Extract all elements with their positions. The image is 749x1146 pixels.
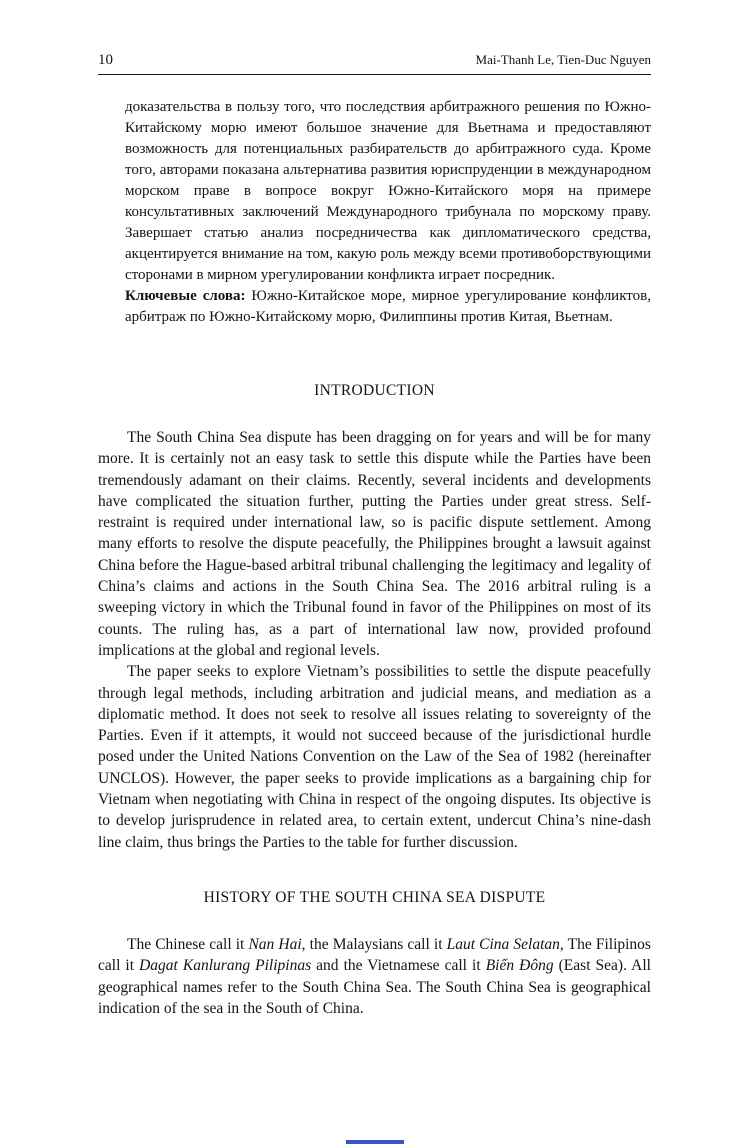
keywords-paragraph — [125, 286, 651, 328]
abstract-russian — [125, 97, 651, 328]
text-segment: and the Vietnamese call it — [311, 957, 486, 975]
running-head-authors: Mai-Thanh Le, Tien-Duc Nguyen — [475, 52, 651, 67]
scan-artifact-mark — [346, 1140, 404, 1144]
page-number: 10 — [98, 52, 113, 68]
introduction-paragraph-2: The paper seeks to explore Vietnam’s possibilities to settle the dispute peacefully through legal methods, including arbitration and judicial means, and mediation as a diplomatic method. It does not seek to resolve all issues relating to sovereignty of the Parties. Even if it attempts, it would not succeed because of the jurisdictional hurdle posed under the United Nations Convention on the Law of the Sea of 1982 (hereinafter UNCLOS). However, the paper seeks to provide implications as a bargaining chip for Vietnam when negotiating with China in respect of the ongoing disputes. Its objective is to develop jurisprudence in related area, to certain extent, undercut China’s nine-dash line claim, thus brings the Parties to the table for further discussion. — [98, 663, 651, 851]
introduction-heading: INTRODUCTION — [314, 382, 435, 399]
keywords-label: Ключевые слова: — [125, 288, 246, 304]
foreign-term: Laut Cina Selatan — [446, 935, 560, 953]
text-segment: (East Sea). All geographical names refer to the South China Sea. The South China Sea is geographical indication of the sea in the South of China. — [98, 957, 651, 1017]
introduction-paragraph-1: The South China Sea dispute has been dragging on for years and will be for many more. It is certainly not an easy task to settle this dispute while the Parties have been tremendously adamant on their claims. Recently, several incidents and developments have complicated the situation further, putting the Parties under great stress. Self-restraint is required under international law, so is pacific dispute settlement. Among many efforts to resolve the dispute peacefully, the Philippines brought a lawsuit against China before the Hague-based arbitral tribunal challenging the legitimacy and legality of China’s claims and actions in the South China Sea. The 2016 arbitral ruling is a sweeping victory in which the Tribunal found in favor of the Philippines on most of its counts. The ruling has, as a part of international law now, provided profound implications at the global and regional levels. — [98, 429, 651, 659]
foreign-term: Dagat Kanlurang Pilipinas — [139, 957, 312, 975]
foreign-term: Nan Hai — [248, 935, 302, 953]
history-paragraph — [98, 934, 651, 1019]
header-rule — [98, 74, 651, 75]
text-segment: The Chinese call it — [127, 935, 249, 953]
keywords-text: Южно-Китайское море, мирное урегулирование конфликтов, арбитраж по Южно-Китайскому морю, Филиппины против Китая, Вьетнам. — [125, 288, 651, 325]
history-heading: HISTORY OF THE SOUTH CHINA SEA DISPUTE — [203, 888, 546, 906]
foreign-term: Biển Đông — [485, 957, 554, 975]
text-segment: , the Malaysians call it — [301, 935, 447, 953]
text-segment: , The Filipinos call it — [98, 935, 651, 975]
page-header — [98, 52, 651, 69]
abstract-paragraph: доказательства в пользу того, что последствия арбитражного решения по Южно-Китайскому морю имеют большое значение для Вьетнама и предоставляют возможность для потенциальных разбирательств до арбитражного суда. Кроме того, авторами показана альтернатива развития юриспруденции в международном морском праве в вопросе вокруг Южно-Китайского моря на примере консультативных заключений Международного трибунала по морскому праву. Завершает статью анализ посредничества как дипломатического средства, акцентируется внимание на том, какую роль между всеми противоборствующими сторонами в мирном урегулировании конфликта играет посредник. — [125, 99, 651, 283]
